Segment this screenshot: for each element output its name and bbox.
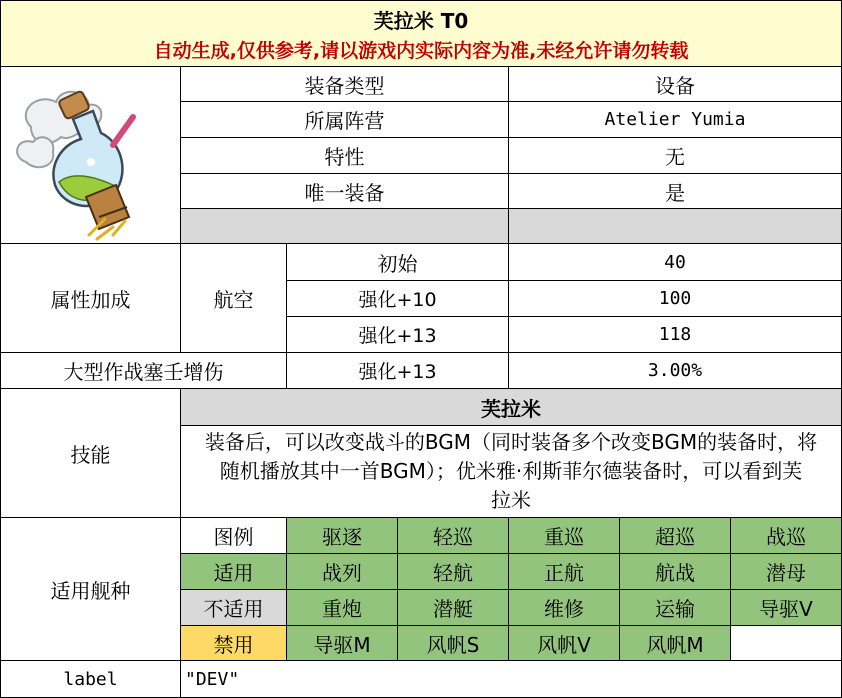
ship-type-cell: 风帆V xyxy=(508,625,620,661)
legend-cell: 图例 xyxy=(180,517,287,554)
stats-level: 强化+13 xyxy=(286,316,509,353)
potion-bottle-icon xyxy=(1,67,180,243)
ship-type-cell: 轻航 xyxy=(397,553,509,590)
info-key-faction: 所属阵营 xyxy=(180,101,509,138)
ship-type-cell: 风帆M xyxy=(619,625,731,661)
boss-damage-level: 强化+13 xyxy=(286,352,509,389)
ship-type-cell: 潜艇 xyxy=(397,589,509,626)
skill-label: 技能 xyxy=(0,388,181,518)
copyright-warning: 自动生成,仅供参考,请以游戏内实际内容为准,未经允许请勿转载 xyxy=(153,39,689,62)
ship-type-cell: 正航 xyxy=(508,553,620,590)
header xyxy=(0,0,842,67)
ship-type-cell: 战巡 xyxy=(730,517,842,554)
page-title: 芙拉米 T0 xyxy=(373,8,469,33)
legend-cell: 禁用 xyxy=(180,625,287,661)
boss-damage-value: 3.00% xyxy=(508,352,842,389)
ship-type-cell: 导驱M xyxy=(286,625,398,661)
legend-cell: 不适用 xyxy=(180,589,287,626)
skill-description xyxy=(180,425,842,518)
stats-attribute: 航空 xyxy=(180,243,287,353)
stats-label: 属性加成 xyxy=(0,243,181,353)
ships-label: 适用舰种 xyxy=(0,517,181,661)
ship-type-cell: 驱逐 xyxy=(286,517,398,554)
info-value-trait: 无 xyxy=(508,137,842,174)
ship-type-cell: 维修 xyxy=(508,589,620,626)
equipment-image xyxy=(0,66,181,244)
ship-type-cell: 重巡 xyxy=(508,517,620,554)
ship-type-cell: 运输 xyxy=(619,589,731,626)
stats-value: 100 xyxy=(508,280,842,317)
ship-type-cell: 重炮 xyxy=(286,589,398,626)
legend-cell: 适用 xyxy=(180,553,287,590)
info-key-unique: 唯一装备 xyxy=(180,173,509,209)
info-value-empty xyxy=(508,208,842,244)
ship-type-cell: 风帆S xyxy=(397,625,509,661)
ship-type-cell: 战列 xyxy=(286,553,398,590)
info-key-trait: 特性 xyxy=(180,137,509,174)
skill-desc-line: 拉米 xyxy=(491,488,531,512)
stats-level: 初始 xyxy=(286,243,509,281)
stats-value: 118 xyxy=(508,316,842,353)
ship-type-cell: 导驱V xyxy=(730,589,842,626)
ship-type-cell: 航战 xyxy=(619,553,731,590)
ship-type-cell: 潜母 xyxy=(730,553,842,590)
ship-type-cell: 轻巡 xyxy=(397,517,509,554)
info-key-empty xyxy=(180,208,509,244)
info-key-type: 装备类型 xyxy=(180,66,509,102)
footer-key: label xyxy=(0,660,181,698)
stats-value: 40 xyxy=(508,243,842,281)
ship-type-cell: 超巡 xyxy=(619,517,731,554)
ship-type-cell xyxy=(730,625,842,661)
stats-level: 强化+10 xyxy=(286,280,509,317)
boss-damage-label: 大型作战塞壬增伤 xyxy=(0,352,287,389)
info-value-faction: Atelier Yumia xyxy=(508,101,842,138)
skill-desc-line: 装备后，可以改变战斗的BGM（同时装备多个改变BGM的装备时，将 xyxy=(204,430,818,454)
info-value-unique: 是 xyxy=(508,173,842,209)
skill-name: 芙拉米 xyxy=(180,388,842,426)
info-value-type: 设备 xyxy=(508,66,842,102)
footer-value: "DEV" xyxy=(180,660,842,698)
skill-desc-line: 随机播放其中一首BGM）；优米雅·利斯菲尔德装备时，可以看到芙 xyxy=(219,459,803,483)
